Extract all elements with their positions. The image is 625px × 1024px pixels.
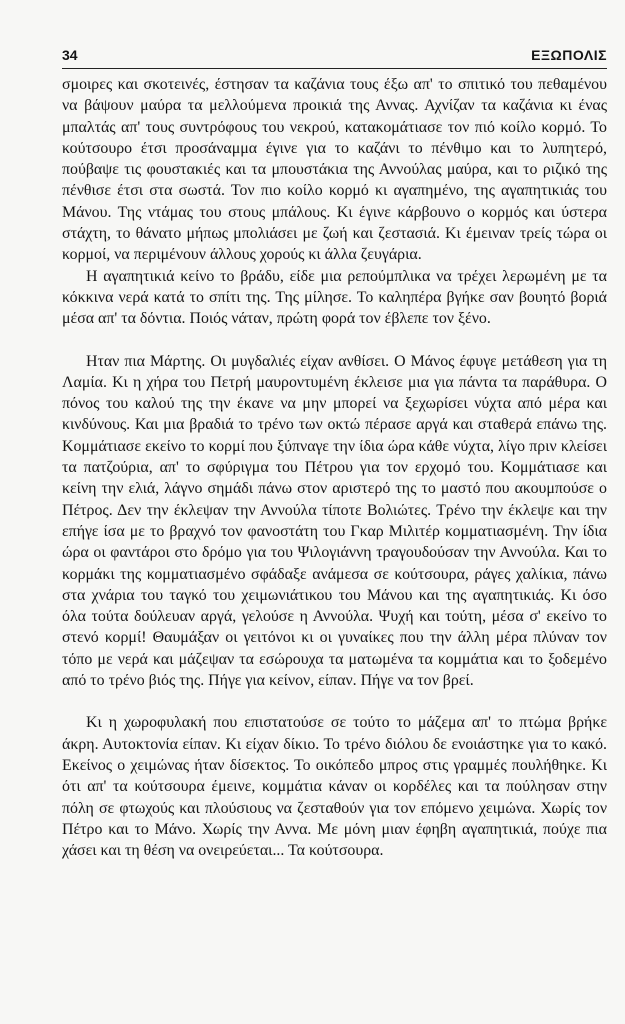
paragraph-1: σμοιρες και σκοτεινές, έστησαν τα καζάνια τους έξω απ' το σπιτικό του πεθαμένου να βάψουν μαύρα τα μελλούμενα προικιά της Αννας. Αχνίζαν τα καζάνια κι ένας μπαλτάς απ' τους συντρόφους του νεκρού, κατακομάτιασε τον πιό κοίλο κορμό. Το κούτσουρο έτσι προσάναμμα έγινε για το καζάνι το πένθιμο και το λυπητερό, πούβαψε τις φουστακιές και τα μπουστάκια της Αννούλας μαύρα, και το ριζικό της πένθισε έτσι στα σωστά. Τον πιο κοίλο κορμό κι αγαπημένο, της αγαπητικιάς του Μάνου. Της ντάμας του στους μπάλους. Κι έγινε κάρβουνο ο κορμός και ύστερα στάχτη, το θάνατο μήπως μπολιάσει με ζωή και ζεστασιά. Κι έμειναν τρείς τώρα οι κορμοί, να περιμένουν άλλους χορούς κι άλλα ζευγάρια.	[62, 76, 607, 264]
paragraph-3: Ηταν πια Μάρτης. Οι μυγδαλιές είχαν ανθίσει. Ο Μάνος έφυγε μετάθεση για τη Λαμία. Κι η χήρα του Πετρή μαυροντυμένη έκλεισε μια για πάντα τα παράθυρα. Ο πόνος του καλού της την έκανε να μην μπορεί να ξεχωρίσει νύχτα από μέρα και κινδύνους. Και μια βραδιά το τρένο των οκτώ πέρασε αργά και σταθερά επάνω της. Κομμάτιασε εκείνο το κορμί που ξύπναγε την ίδια ώρα κάθε νύχτα, λίγο πριν κλείσει τα πατζούρια, απ' το σφύριγμα του Πέτρου για τον ερχομό του. Κομμάτιασε και κείνη την ελιά, λάγνο σημάδι πάνω στον αριστερό της το μαστό που ακουμπούσε ο Πέτρος. Δεν την έκλεψαν την Αννούλα τίποτε Βολιώτες. Τρένο την έκλεψε και την επήγε ίσα με το βραχνό τον φανοστάτη του Γκαρ Μιλιτέρ κομματιασμένη. Την ίδια ώρα οι φαντάροι στο δρόμο για του Ψιλογιάννη τραγουδούσαν την Αννούλα. Και το κορμάκι της κομματιασμένο σφάδαξε ανάμεσα σε κούτσουρα, ράγες χαλίκια, πάνω στα χνάρια του ταγκό του χειμωνιάτικου του Μάνου και της αγαπητικιάς. Κι όσο όλα τούτα δούλευαν αργά, γελούσε η Αννούλα. Ψυχή και τούτη, μέσα σ' εκείνο το στενό κορμί! Θαυμάξαν οι γειτόνοι κι οι γυναίκες που την άλλη μέρα πλύναν τον τόπο με νερά και μάζεψαν τα εσώρουχα τα ματωμένα τα κομμάτια και το ξοδεμένο από το τρένο βιός της. Πήγε για κείνον, είπαν. Πήγε να τον βρεί.	[62, 352, 607, 690]
book-page	[62, 44, 607, 861]
page-body	[62, 74, 607, 861]
paragraph-4: Κι η χωροφυλακή που επιστατούσε σε τούτο το μάζεμα απ' το πτώμα βρήκε άκρη. Αυτοκτονία είπαν. Κι είχαν δίκιο. Το τρένο διόλου δε ενοιάστηκε για το κακό. Εκείνος ο χειμώνας ήταν δίσεκτος. Το οικόπεδο μπρος στις γραμμές πουλήθηκε. Κι ότι απ' τα κούτσουρα έμεινε, κομμάτια κάναν οι κορδέλες και τα πούλησαν στην πόλη σε φτωχούς και πλούσιους να ζεσταθούν για τον επόμενο χειμώνα. Χωρίς τον Πέτρο και το Μάνο. Χωρίς την Αννα. Με μόνη μιαν έφηβη αγαπητικιά, πούχε πια χάσει και τη θέση να ονειρεύεται... Τα κούτσουρα.	[62, 714, 607, 860]
running-title: ΕΞΩΠΟΛΙΣ	[531, 47, 607, 63]
paragraph-2: Η αγαπητικιά κείνο το βράδυ, είδε μια ρεπούμπλικα να τρέχει λερωμένη με τα κόκκινα νερά κατά το σπίτι της. Της μίλησε. Το καληπέρα βγήκε σαν βουητό βοριά μέσα απ' τα δόντια. Ποιός νάταν, πρώτη φορά τον έβλεπε τον ξένο.	[62, 267, 607, 328]
page-header	[62, 44, 607, 69]
page-number: 34	[62, 47, 78, 63]
